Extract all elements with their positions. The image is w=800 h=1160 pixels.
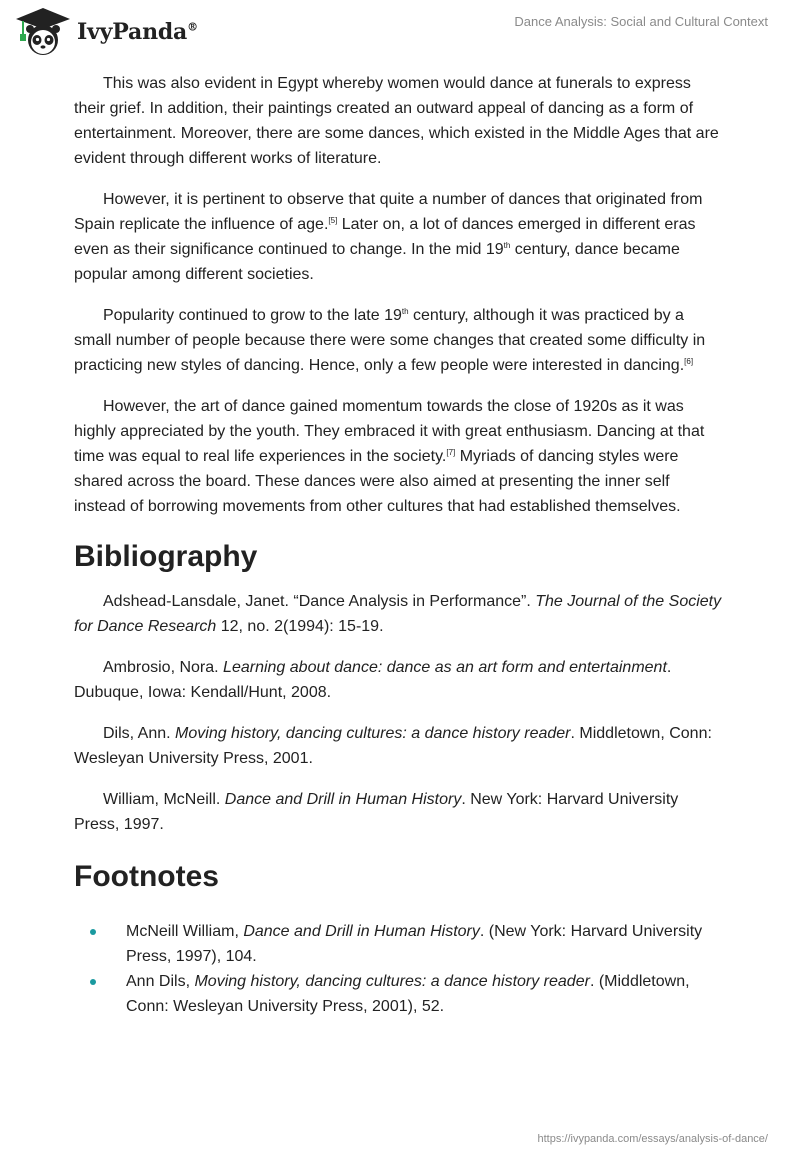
bibliography-heading: Bibliography	[74, 540, 258, 573]
footnote-item: Ann Dils, Moving history, dancing cultures: a dance history reader. (Middletown, Conn: Wesleyan University Press, 2001), 52.	[74, 969, 724, 1019]
footnote-ref[interactable]: [5]	[328, 216, 338, 225]
footnote-item: McNeill William, Dance and Drill in Human History. (New York: Harvard University Press, 1997), 104.	[74, 919, 724, 969]
superscript: th	[401, 307, 409, 316]
paragraph: Popularity continued to grow to the late 19th century, although it was practiced by a small number of people because there were some changes that created some difficulty in practicing new styles of dancing. Hence, only a few people were interested in dancing.[6]	[74, 307, 706, 374]
bibliography-entry: William, McNeill. Dance and Drill in Human History. New York: Harvard University Press, 1997.	[74, 791, 679, 833]
bibliography-entry: Adshead-Lansdale, Janet. “Dance Analysis in Performance”. The Journal of the Society for Dance Research 12, no. 2(1994): 15-19.	[74, 593, 722, 635]
bibliography-entry: Dils, Ann. Moving history, dancing cultures: a dance history reader. Middletown, Conn: Wesleyan University Press, 2001.	[74, 725, 712, 767]
paragraph: This was also evident in Egypt whereby women would dance at funerals to express their grief. In addition, their paintings created an outward appeal of dancing as a form of entertainment. Moreover, there are some dances, which existed in the Middle Ages that are evident through different works of literature.	[74, 75, 719, 167]
brand-name: IvyPanda®	[77, 19, 198, 45]
source-url-link[interactable]: https://ivypanda.com/essays/analysis-of-dance/	[537, 1133, 768, 1145]
panda-graduate-icon	[14, 7, 72, 57]
page-header	[0, 0, 800, 70]
paragraph: However, the art of dance gained momentum towards the close of 1920s as it was highly appreciated by the youth. They embraced it with great enthusiasm. Dancing at that time was equal to real life experiences in the society.[7] Myriads of dancing styles were shared across the board. These dances were also aimed at presenting the inner self instead of borrowing movements from other cultures that had established themselves.	[74, 398, 705, 515]
superscript: th	[503, 241, 511, 250]
footnote-ref[interactable]: [6]	[684, 357, 694, 366]
essay-content	[74, 71, 724, 1019]
bullet-icon	[90, 929, 96, 935]
paragraph: However, it is pertinent to observe that quite a number of dances that originated from Spain replicate the influence of age.[5] Later on, a lot of dances emerged in different eras even as their significance continued to change. In the mid 19th century, dance became popular among different societies.	[74, 191, 703, 283]
bibliography-entry: Ambrosio, Nora. Learning about dance: dance as an art form and entertainment. Dubuque, Iowa: Kendall/Hunt, 2008.	[74, 659, 672, 701]
footnote-ref[interactable]: [7]	[446, 448, 456, 457]
footnotes-list	[74, 919, 724, 1019]
registered-mark: ®	[187, 20, 198, 34]
document-title: Dance Analysis: Social and Cultural Context	[514, 14, 768, 29]
ivypanda-logo[interactable]	[14, 7, 198, 57]
bullet-icon	[90, 979, 96, 985]
footnotes-heading: Footnotes	[74, 860, 219, 893]
